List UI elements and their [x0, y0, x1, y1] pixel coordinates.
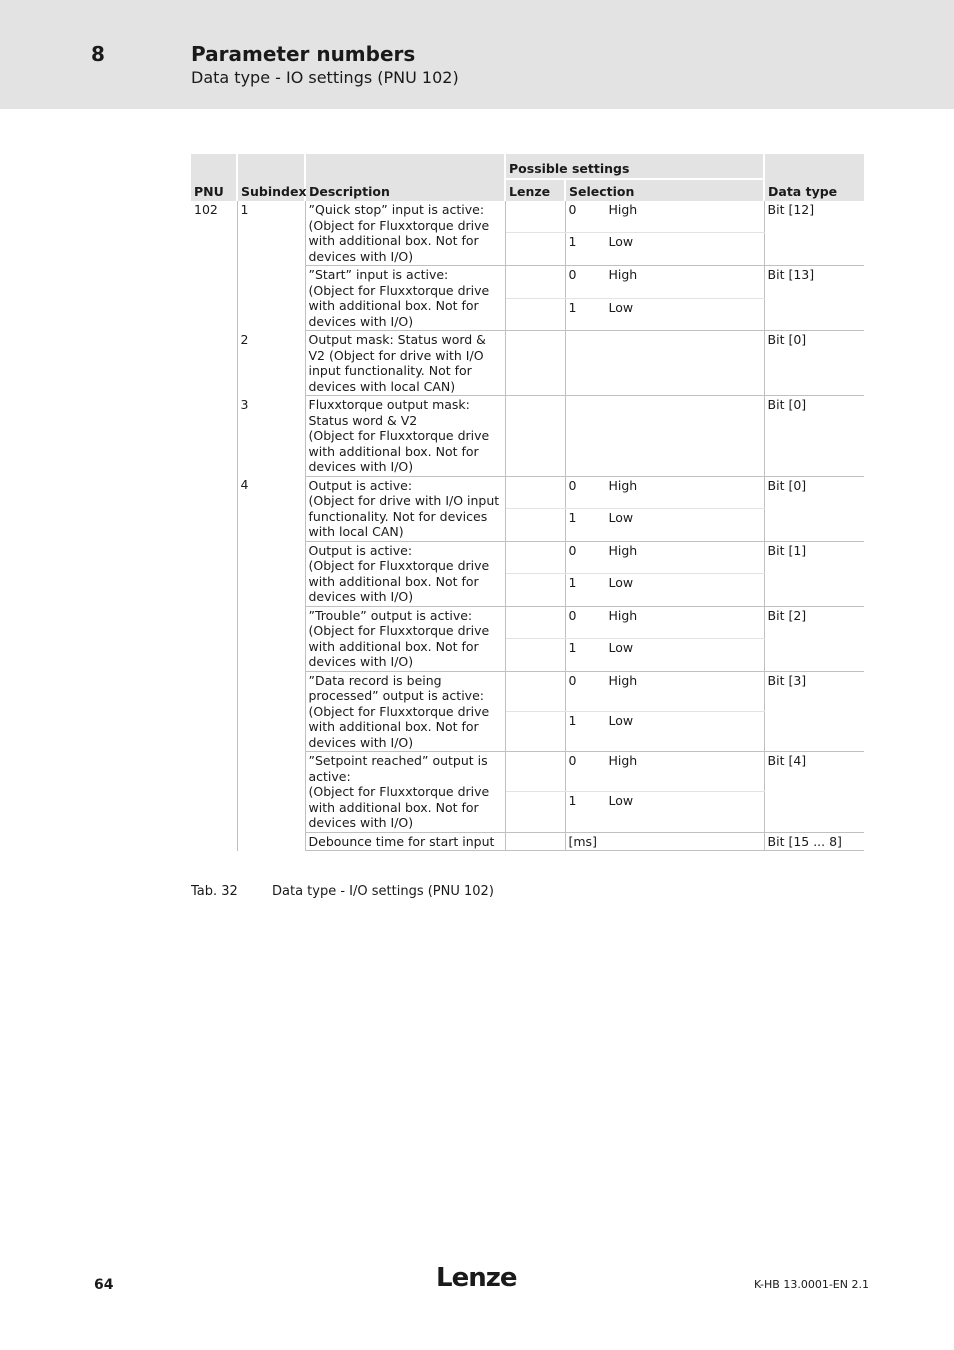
description-cell: ”Trouble” output is active: (Object for Fluxxtorque drive with additional box. Not for devices with I/O) — [305, 606, 505, 671]
lenze-cell — [505, 752, 565, 792]
selection-value: 1 — [568, 510, 577, 525]
selection-cell — [565, 792, 764, 832]
page-header — [0, 0, 954, 109]
selection-value: 0 — [568, 753, 577, 768]
selection-value: 1 — [568, 234, 577, 250]
selection-value: 1 — [568, 640, 577, 655]
selection-cell — [565, 639, 764, 672]
header-selection: Selection — [565, 179, 764, 201]
data-type-cell: Bit [15 ... 8] — [764, 832, 864, 851]
description-cell: Output is active: (Object for drive with I/O input functionality. Not for devices with local CAN) — [305, 476, 505, 541]
selection-value: 1 — [568, 575, 577, 590]
subindex-cell: 2 — [237, 331, 305, 396]
data-type-cell: Bit [0] — [764, 396, 864, 477]
header-pnu: PNU — [191, 154, 237, 201]
parameter-table — [191, 154, 864, 851]
lenze-cell — [505, 711, 565, 751]
table-row — [191, 201, 864, 233]
selection-cell — [565, 574, 764, 607]
description-cell: Output is active: (Object for Fluxxtorque drive with additional box. Not for devices with I/O) — [305, 541, 505, 606]
selection-value: 0 — [568, 607, 577, 623]
section-subtitle: Data type - IO settings (PNU 102) — [191, 68, 459, 87]
subindex-cell: 4 — [237, 476, 305, 851]
selection-label: High — [608, 753, 638, 768]
table-body — [191, 201, 864, 851]
selection-label: Low — [608, 575, 634, 590]
chapter-title: Parameter numbers — [191, 42, 416, 66]
header-possible-settings: Possible settings — [505, 154, 764, 179]
lenze-cell — [505, 476, 565, 509]
lenze-cell — [505, 233, 565, 266]
chapter-number: 8 — [91, 42, 105, 66]
selection-cell — [565, 752, 764, 792]
selection-cell — [565, 266, 764, 299]
selection-cell — [565, 509, 764, 542]
header-lenze: Lenze — [505, 179, 565, 201]
lenze-logo: Lenze — [436, 1263, 517, 1293]
selection-label: Low — [608, 640, 634, 655]
lenze-cell — [505, 266, 565, 299]
selection-value: 1 — [568, 712, 577, 728]
description-cell: ”Quick stop” input is active: (Object for Fluxxtorque drive with additional box. Not for devices with I/O) — [305, 201, 505, 266]
header-description: Description — [305, 154, 505, 201]
lenze-cell — [505, 671, 565, 711]
selection-value: 0 — [568, 202, 577, 217]
lenze-cell — [505, 639, 565, 672]
subindex-cell: 1 — [237, 201, 305, 331]
document-reference: K-HB 13.0001-EN 2.1 — [754, 1278, 869, 1291]
unit-cell: [ms] — [565, 832, 764, 851]
lenze-cell — [505, 298, 565, 331]
lenze-cell — [505, 201, 565, 233]
page-number: 64 — [94, 1277, 114, 1293]
selection-cell — [565, 298, 764, 331]
data-type-cell: Bit [0] — [764, 331, 864, 396]
selection-label: Low — [608, 510, 634, 525]
selection-label: High — [608, 477, 638, 493]
lenze-cell — [505, 792, 565, 832]
description-cell: Output mask: Status word & V2 (Object for drive with I/O input functionality. Not for devices with local CAN) — [305, 331, 505, 396]
selection-cell — [565, 233, 764, 266]
selection-cell — [565, 606, 764, 639]
selection-label: High — [608, 542, 638, 558]
description-cell: Debounce time for start input — [305, 832, 505, 851]
selection-cell — [565, 201, 764, 233]
lenze-cell — [505, 574, 565, 607]
selection-label: Low — [608, 712, 634, 728]
subindex-cell: 3 — [237, 396, 305, 477]
data-type-cell: Bit [1] — [764, 541, 864, 606]
selection-value: 0 — [568, 267, 577, 282]
description-cell: ”Setpoint reached” output is active: (Object for Fluxxtorque drive with additional box. Not for devices with I/O) — [305, 752, 505, 833]
data-type-cell: Bit [2] — [764, 606, 864, 671]
lenze-cell — [505, 331, 565, 396]
lenze-cell — [505, 541, 565, 574]
lenze-cell — [505, 396, 565, 477]
selection-value: 0 — [568, 477, 577, 493]
lenze-cell — [505, 606, 565, 639]
selection-cell — [565, 711, 764, 751]
selection-value: 1 — [568, 793, 577, 809]
selection-label: Low — [608, 793, 634, 809]
selection-value: 0 — [568, 672, 577, 688]
caption-label: Tab. 32 — [191, 884, 238, 899]
caption-text: Data type - I/O settings (PNU 102) — [272, 884, 494, 899]
data-type-cell: Bit [3] — [764, 671, 864, 752]
selection-label: Low — [608, 299, 634, 315]
selection-label: High — [608, 607, 638, 623]
selection-cell — [565, 541, 764, 574]
selection-cell — [565, 396, 764, 477]
pnu-cell: 102 — [191, 201, 237, 851]
selection-label: High — [608, 202, 638, 217]
header-subindex: Subindex — [237, 154, 305, 201]
description-cell: ”Data record is being processed” output is active: (Object for Fluxxtorque drive with additional box. Not for devices with I/O) — [305, 671, 505, 752]
data-type-cell: Bit [4] — [764, 752, 864, 833]
header-data-type: Data type — [764, 154, 864, 201]
selection-cell — [565, 476, 764, 509]
data-type-cell: Bit [12] — [764, 201, 864, 266]
data-type-cell: Bit [0] — [764, 476, 864, 541]
selection-label: Low — [608, 234, 634, 250]
table-row — [191, 331, 864, 396]
table-row — [191, 476, 864, 509]
selection-value: 1 — [568, 299, 577, 315]
table-row — [191, 396, 864, 477]
selection-label: High — [608, 672, 638, 688]
description-cell: Fluxxtorque output mask: Status word & V2 (Object for Fluxxtorque drive with additional box. Not for devices with I/O) — [305, 396, 505, 477]
selection-label: High — [608, 267, 638, 282]
selection-cell — [565, 671, 764, 711]
selection-cell — [565, 331, 764, 396]
data-type-cell: Bit [13] — [764, 266, 864, 331]
selection-value: 0 — [568, 542, 577, 558]
lenze-cell — [505, 509, 565, 542]
description-cell: ”Start” input is active: (Object for Fluxxtorque drive with additional box. Not for devices with I/O) — [305, 266, 505, 331]
lenze-cell — [505, 832, 565, 851]
